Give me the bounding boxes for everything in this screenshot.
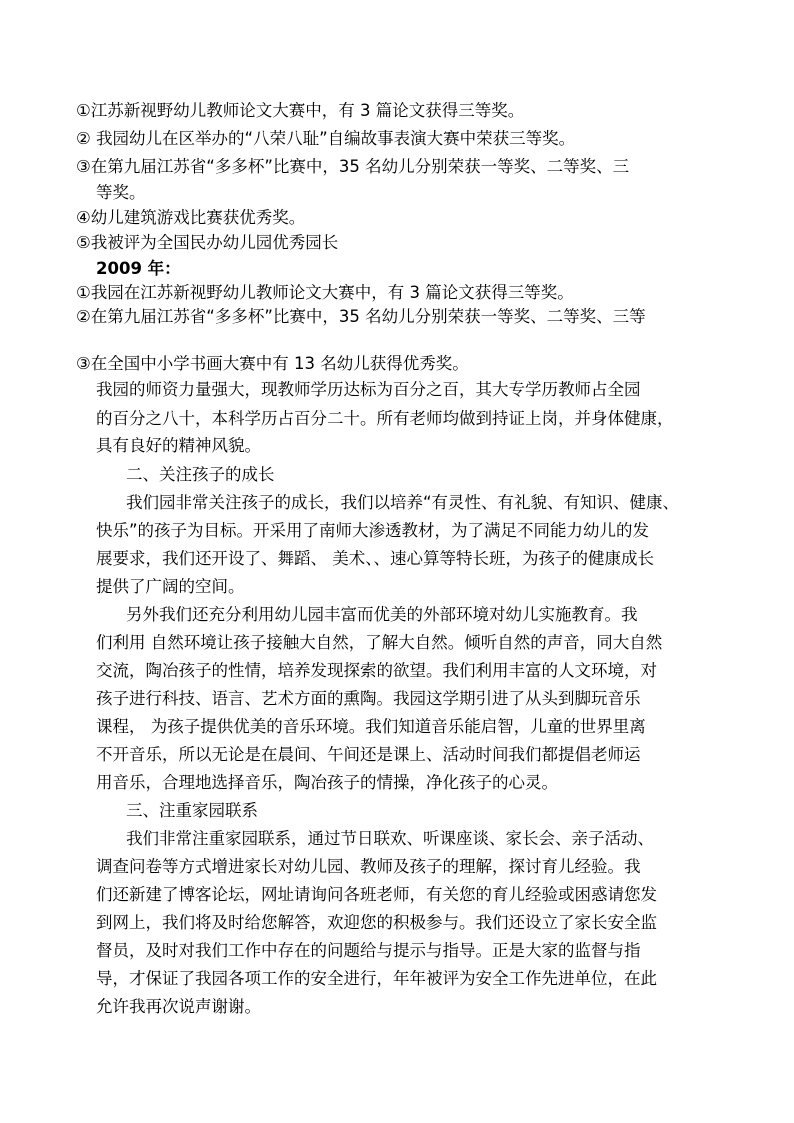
award-item: ③在第九届江苏省“多多杯”比赛中，35 名幼儿分别荣获一等奖、二等奖、三 [76, 157, 630, 176]
paragraph-line: 允许我再次说声谢谢。 [96, 997, 261, 1016]
paragraph-line: 课程， 为孩子提供优美的音乐环境。我们知道音乐能启智，儿童的世界里离 [96, 717, 646, 736]
award-item: ①江苏新视野幼儿教师论文大赛中，有 3 篇论文获得三等奖。 [76, 101, 525, 120]
award-2009-item: ②在第九届江苏省“多多杯”比赛中，35 名幼儿分别荣获一等奖、二等奖、三等 [76, 307, 646, 326]
year-heading: 2009 年： [96, 259, 181, 278]
award-item: ② 我园幼儿在区举办的“八荣八耻”自编故事表演大赛中荣获三等奖。 [76, 129, 576, 148]
paragraph-line: 我园的师资力量强大，现教师学历达标为百分之百，其大专学历教师占全园 [96, 380, 641, 399]
paragraph-line: 我们园非常关注孩子的成长，我们以培养“有灵性、有礼貌、有知识、健康、 [126, 493, 680, 512]
award-item: ⑤我被评为全国民办幼儿园优秀园长 [76, 233, 339, 252]
section-heading: 二、关注孩子的成长 [126, 465, 275, 484]
paragraph-line: 快乐”的孩子为目标。开采用了南师大渗透教材，为了满足不同能力幼儿的发 [96, 521, 650, 540]
section-heading: 三、注重家园联系 [126, 801, 258, 820]
paragraph-line: 提供了广阔的空间。 [96, 577, 245, 596]
award-2009-item: ①我园在江苏新视野幼儿教师论文大赛中，有 3 篇论文获得三等奖。 [76, 283, 574, 302]
award-item: ④幼儿建筑游戏比赛获优秀奖。 [76, 208, 306, 227]
paragraph-line: 不开音乐，所以无论是在晨间、午间还是课上、活动时间我们都提倡老师运 [96, 745, 641, 764]
paragraph-line: 导，才保证了我园各项工作的安全进行，年年被评为安全工作先进单位，在此 [96, 969, 657, 988]
paragraph-line: 我们非常注重家园联系，通过节日联欢、听课座谈、家长会、亲子活动、 [126, 829, 654, 848]
paragraph-line: 们利用 自然环境让孩子接触大自然，了解大自然。倾听自然的声音，同大自然 [96, 633, 663, 652]
paragraph-line: 到网上，我们将及时给您解答，欢迎您的积极参与。我们还设立了家长安全监 [96, 913, 657, 932]
award-2009-item: ③在全国中小学书画大赛中有 13 名幼儿获得优秀奖。 [76, 354, 469, 373]
paragraph-line: 具有良好的精神风貌。 [96, 436, 261, 455]
paragraph-line: 的百分之八十，本科学历占百分二十。所有老师均做到持证上岗，并身体健康， [96, 409, 674, 428]
paragraph-line: 孩子进行科技、语言、艺术方面的熏陶。我园这学期引进了从头到脚玩音乐 [96, 689, 641, 708]
paragraph-line: 展要求，我们还开设了、舞蹈、 美术、、速心算等特长班，为孩子的健康成长 [96, 549, 654, 568]
paragraph-line: 们还新建了博客论坛，网址请询问各班老师，有关您的育儿经验或困惑请您发 [96, 885, 657, 904]
award-item-continuation: 等奖。 [96, 183, 146, 202]
paragraph-line: 调查问卷等方式增进家长对幼儿园、教师及孩子的理解，探讨育儿经验。我 [96, 857, 641, 876]
paragraph-line: 用音乐，合理地选择音乐，陶冶孩子的情操，净化孩子的心灵。 [96, 773, 558, 792]
paragraph-line: 另外我们还充分利用幼儿园丰富而优美的外部环境对幼儿实施教育。我 [126, 605, 638, 624]
paragraph-line: 交流，陶冶孩子的性情，培养发现探索的欲望。我们利用丰富的人文环境，对 [96, 661, 657, 680]
paragraph-line: 督员，及时对我们工作中存在的问题给与提示与指导。正是大家的监督与指 [96, 941, 641, 960]
